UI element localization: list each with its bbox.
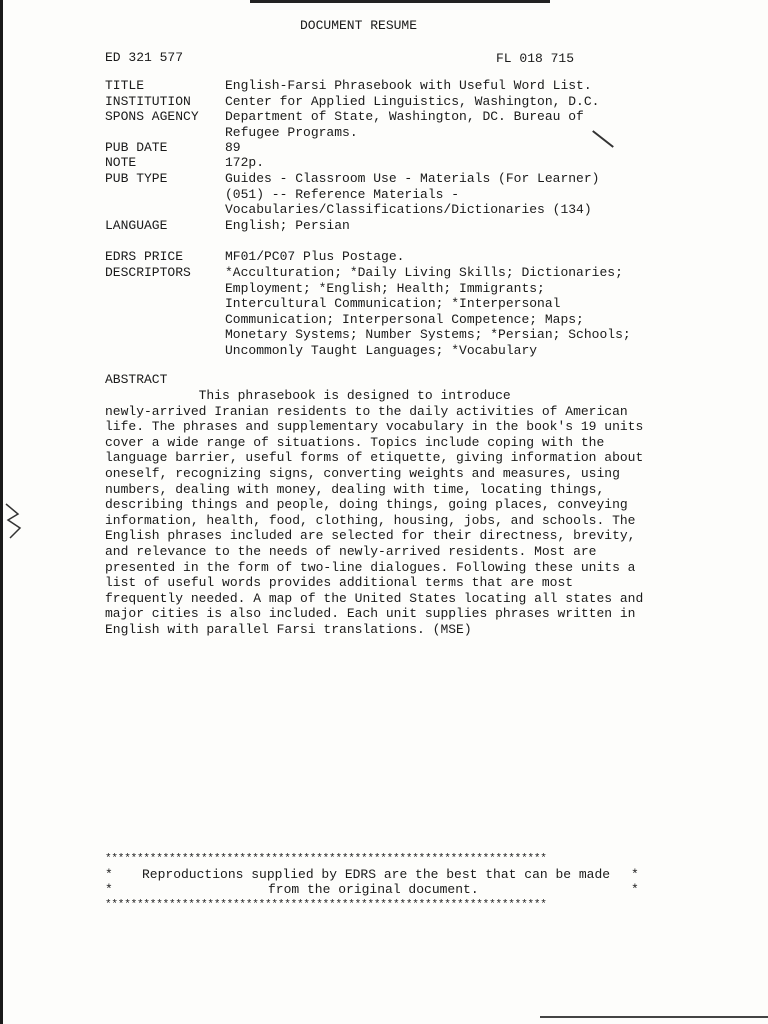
field-label: PUB DATE bbox=[105, 140, 168, 155]
repro-line-1: Reproductions supplied by EDRS are the best that can be made bbox=[142, 867, 611, 882]
field-label: LANGUAGE bbox=[105, 218, 168, 233]
stars-bottom-border: ********************************************************************* bbox=[105, 899, 547, 911]
field-value: 172p. bbox=[225, 155, 265, 170]
field-label: NOTE bbox=[105, 155, 137, 170]
field-value: English-Farsi Phrasebook with Useful Word List. bbox=[225, 78, 592, 93]
field-value: English; Persian bbox=[225, 218, 350, 233]
field-value: 89 bbox=[225, 140, 241, 155]
repro-line-2: from the original document. bbox=[268, 882, 479, 897]
repro-star-left: * bbox=[105, 867, 113, 882]
field-value: Department of State, Washington, DC. Bureau of Refugee Programs. bbox=[225, 109, 584, 140]
scan-bracket-mark bbox=[4, 498, 24, 544]
repro-star-right: * bbox=[631, 867, 639, 882]
field-label: PUB TYPE bbox=[105, 171, 168, 186]
ed-number: ED 321 577 bbox=[105, 50, 184, 65]
stars-top-border: ********************************************************************* bbox=[105, 853, 547, 865]
document-header: DOCUMENT RESUME bbox=[300, 18, 418, 33]
repro-star-left: * bbox=[105, 882, 113, 897]
field-label: TITLE bbox=[105, 78, 145, 93]
field-value: Center for Applied Linguistics, Washington, D.C. bbox=[225, 94, 600, 109]
repro-star-right: * bbox=[631, 882, 639, 897]
field-label: SPONS AGENCY bbox=[105, 109, 199, 124]
field-label: EDRS PRICE bbox=[105, 249, 184, 264]
field-value: *Acculturation; *Daily Living Skills; Dictionaries; Employment; *English; Health; Immigrants; Intercultural Communication; *Interpersonal Communication; Interpersonal Competence; Maps; Monetary Systems; Number Systems; *Persian; Schools; Uncommonly Taught Languages; *Vocabulary bbox=[225, 265, 631, 358]
scan-edge-bottom bbox=[540, 1016, 768, 1018]
field-label: DESCRIPTORS bbox=[105, 265, 191, 280]
scan-edge-left bbox=[0, 0, 3, 1024]
field-label: INSTITUTION bbox=[105, 94, 191, 109]
field-value: Guides - Classroom Use - Materials (For Learner) (051) -- Reference Materials - Vocabularies/Classifications/Dictionaries (134) bbox=[225, 171, 600, 217]
fl-number: FL 018 715 bbox=[496, 51, 575, 66]
abstract-label: ABSTRACT bbox=[105, 372, 168, 387]
field-value: MF01/PC07 Plus Postage. bbox=[225, 249, 405, 264]
abstract-text: This phrasebook is designed to introduce newly-arrived Iranian residents to the daily activities of American life. The phrases and supplementary vocabulary in the book's 19 units cover a wide range of situations. Topics include coping with the language barrier, useful forms of etiquette, giving information about oneself, recognizing signs, converting weights and measures, using numbers, dealing with money, dealing with time, locating things, describing things and people, doing things, going places, conveying information, health, food, clothing, housing, jobs, and schools. The English phrases included are selected for their directness, brevity, and relevance to the needs of newly-arrived residents. Most are presented in the form of two-line dialogues. Following these units a list of useful words provides additional terms that are most frequently needed. A map of the United States locating all states and major cities is also included. Each unit supplies phrases written in English with parallel Farsi translations. (MSE) bbox=[105, 388, 644, 637]
scan-edge-top bbox=[250, 0, 550, 3]
